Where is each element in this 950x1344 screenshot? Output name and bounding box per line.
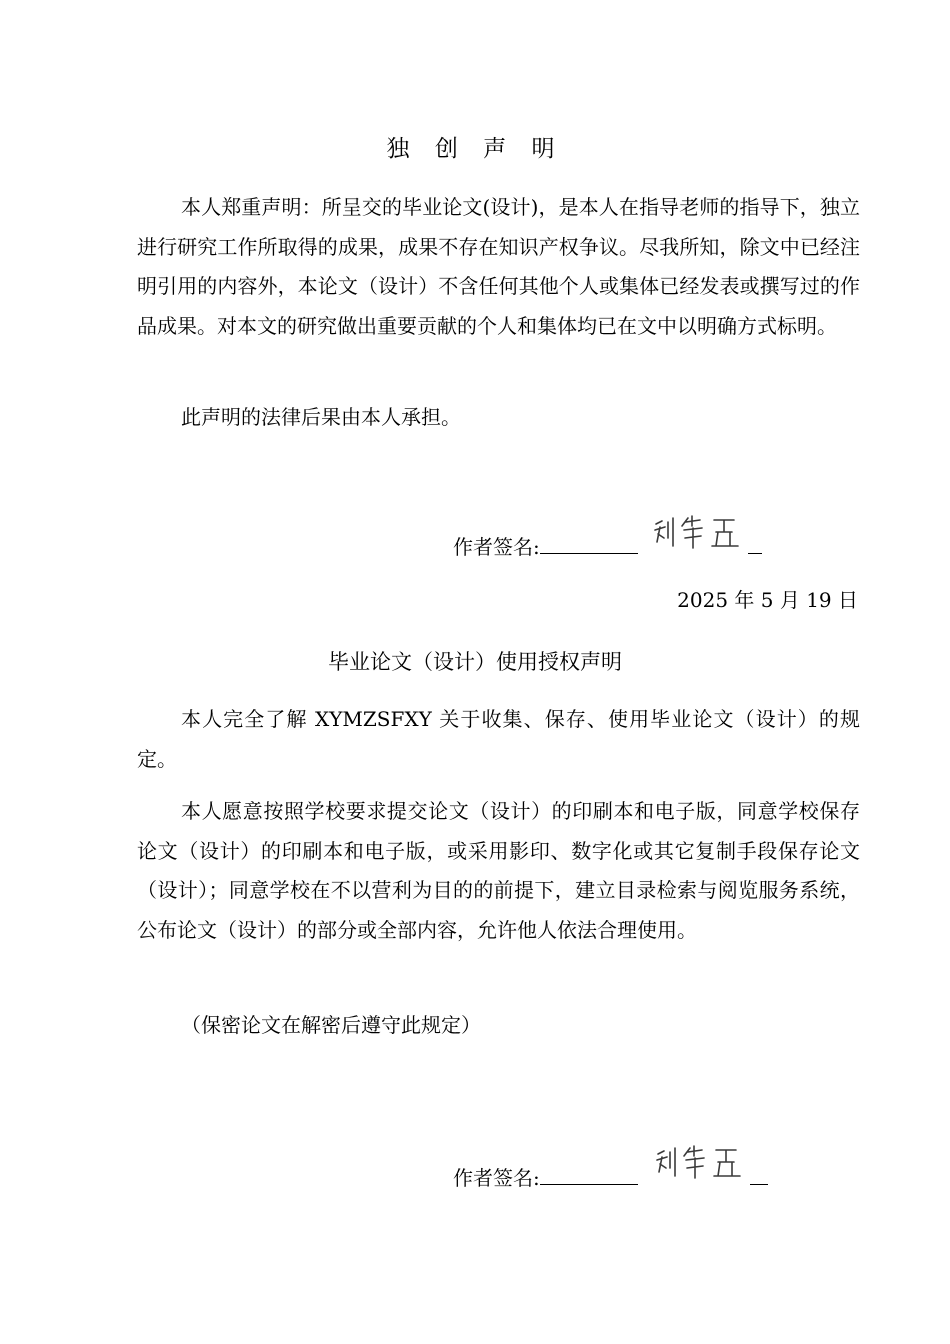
signature-blank (540, 1166, 638, 1185)
declaration-title: 独 创 声 明 (386, 136, 564, 162)
authorization-paragraph-2: 本人愿意按照学校要求提交论文（设计）的印刷本和电子版，同意学校保存论文（设计）的印刷本和电子版，或采用影印、数字化或其它复制手段保存论文（设计）；同意学校在不以营利为目的的前提下，建立目录检索与阅览服务系统，公布论文（设计）的部分或全部内容，允许他人依法合理使用。 (137, 799, 860, 942)
declaration-paragraph-2: 此声明的法律后果由本人承担。 (181, 405, 461, 429)
declaration-paragraph-1: 本人郑重声明：所呈交的毕业论文(设计)，是本人在指导老师的指导下，独立进行研究工作所取得的成果，成果不存在知识产权争议。尽我所知，除文中已经注明引用的内容外，本论文（设计）不含任何其他个人或集体已经发表或撰写过的作品成果。对本文的研究做出重要贡献的个人和集体均已在文中以明确方式标明。 (137, 195, 860, 338)
signature-blank (540, 535, 638, 554)
signature-label: 作者签名: (453, 535, 540, 559)
authorization-paragraph-3: （保密论文在解密后遵守此规定） (181, 1013, 481, 1037)
handwritten-signature-image (648, 512, 748, 558)
signature-label: 作者签名: (453, 1166, 540, 1190)
authorization-title: 毕业论文（设计）使用授权声明 (328, 650, 622, 674)
declaration-date: 2025 年 5 月 19 日 (677, 588, 858, 612)
handwritten-signature-image (650, 1142, 750, 1188)
authorization-paragraph-1: 本人完全了解 XYMZSFXY 关于收集、保存、使用毕业论文（设计）的规定。 (137, 707, 860, 771)
